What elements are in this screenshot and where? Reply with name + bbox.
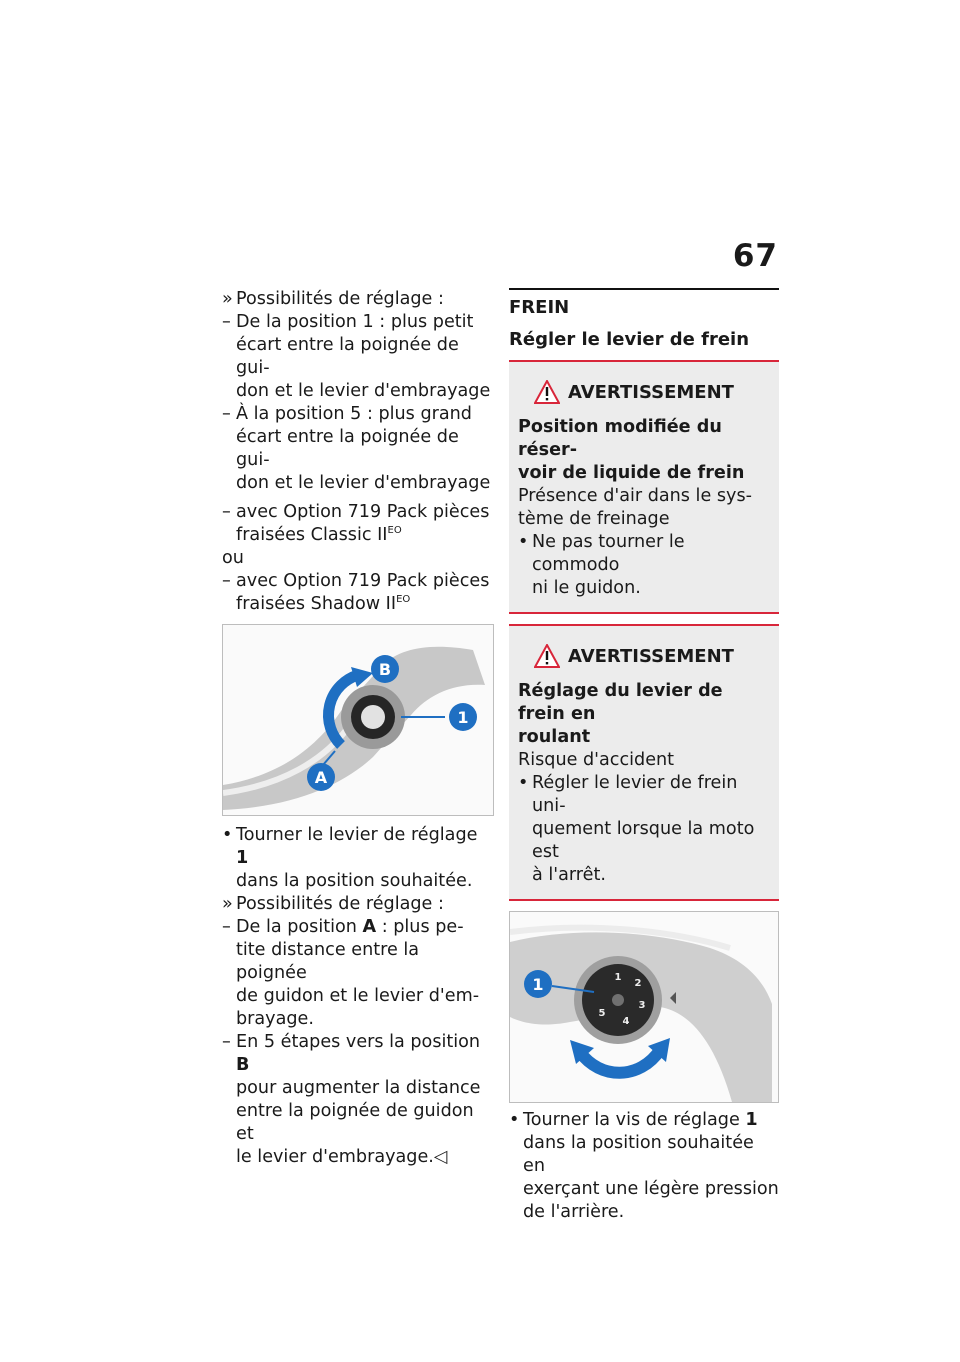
option-item [222,570,494,593]
list-text: À la position 5 : plus grand [236,404,472,424]
dash-icon: – [222,917,231,937]
callout-a-label: A [314,768,328,787]
result-text: Possibilités de réglage : [236,289,444,309]
step-number: 1 [236,848,249,868]
dial-digit: 4 [622,1016,630,1027]
warning-label: AVERTISSEMENT [568,381,734,403]
list-text: brayage. [236,1009,314,1029]
or-text: ou [222,548,244,568]
warning-heading: roulant [518,727,591,747]
list-text: tite distance entre la poignée [236,940,420,983]
option-text-line [222,524,494,547]
result-text: Possibilités de réglage : [236,894,444,914]
position-a-letter: A [362,917,377,937]
option-item [222,501,494,524]
list-text: pour augmenter la distance [236,1078,481,1098]
option-superscript: EO [387,525,402,536]
warning-text: tème de freinage [518,509,670,529]
page-number: 67 [732,238,778,274]
dial-digit: 2 [634,978,642,989]
warning-bullet-text: quement lorsque la moto est [532,819,755,862]
section-title: FREIN [509,288,779,320]
dash-icon: – [222,404,231,424]
callout-1-label: 1 [457,708,469,727]
list-text-line [236,1031,494,1077]
step-text-line [523,1109,758,1132]
step-item [509,1109,779,1132]
step-text: Tourner le levier de réglage [236,825,478,845]
list-item [222,311,494,334]
step-text-line [236,824,494,870]
option-text: avec Option 719 Pack pièces [236,502,490,522]
warning-header [534,644,771,668]
warning-heading: Réglage du levier de frein en [518,681,723,724]
warning-triangle-icon [534,380,560,404]
warning-text: Risque d'accident [518,750,675,770]
list-item [222,403,494,426]
list-text: don et le levier d'embrayage [236,381,491,401]
result-icon: » [222,894,233,914]
dash-icon: – [222,502,231,522]
callout-b-label: B [378,660,392,679]
option-text: fraisées Classic II [236,525,388,545]
left-column [222,288,494,1169]
warning-header [534,380,771,404]
result-line [222,893,494,916]
step-text: de l'arrière. [523,1202,625,1222]
right-column [509,288,779,1224]
dash-icon: – [222,571,231,591]
dial-digit: 5 [598,1008,606,1019]
dash-icon: – [222,312,231,332]
dial-digit: 3 [638,1000,646,1011]
warning-box [509,360,779,614]
warning-heading: voir de liquide de frein [518,463,745,483]
list-text: De la position [236,917,357,937]
list-text-line [236,916,464,939]
bullet-icon: • [509,1110,520,1130]
option-superscript: EO [396,594,411,605]
brake-lever-illustration [510,912,778,1102]
list-text: : plus pe- [381,917,464,937]
step-item [222,824,494,870]
list-item [222,916,494,939]
result-icon: » [222,289,233,309]
option-text: avec Option 719 Pack pièces [236,571,490,591]
callout-1-label: 1 [532,975,544,994]
brake-lever-figure [509,911,779,1103]
warning-heading: Position modifiée du réser- [518,417,722,460]
position-b-letter: B [236,1055,250,1075]
clutch-lever-figure [222,624,494,816]
warning-bullet [518,531,771,577]
list-text: don et le levier d'embrayage [236,473,491,493]
option-text: fraisées Shadow II [236,594,397,614]
list-text: de guidon et le levier d'em- [236,986,480,1006]
warning-bullet-text: Régler le levier de frein uni- [532,773,738,816]
warning-bullet-text: à l'arrêt. [532,865,606,885]
bullet-icon: • [222,825,233,845]
warning-label: AVERTISSEMENT [568,645,734,667]
list-text: le levier d'embrayage.◁ [236,1147,448,1167]
clutch-lever-illustration [223,625,493,815]
step-text: Tourner la vis de réglage [523,1110,740,1130]
warning-triangle-icon [534,644,560,668]
step-text: exerçant une légère pression [523,1179,779,1199]
bullet-icon: • [518,773,529,793]
warning-bullet [518,772,771,818]
subsection-title: Régler le levier de frein [509,329,750,350]
list-text: entre la poignée de guidon et [236,1101,474,1144]
option-text-line [222,593,494,616]
dial-digit: 1 [614,972,622,983]
list-text: En 5 étapes vers la position [236,1032,481,1052]
warning-bullet-text: ni le guidon. [532,578,641,598]
step-number: 1 [745,1110,758,1130]
step-text: dans la position souhaitée. [236,871,473,891]
list-text: écart entre la poignée de gui- [236,427,459,470]
dash-icon: – [222,1032,231,1052]
warning-text: Présence d'air dans le sys- [518,486,752,506]
warning-box [509,624,779,901]
list-item [222,1031,494,1077]
step-text: dans la position souhaitée en [523,1133,754,1176]
result-line [222,288,494,311]
bullet-icon: • [518,532,529,552]
list-text: écart entre la poignée de gui- [236,335,459,378]
warning-bullet-text: Ne pas tourner le commodo [532,532,685,575]
list-text: De la position 1 : plus petit [236,312,474,332]
